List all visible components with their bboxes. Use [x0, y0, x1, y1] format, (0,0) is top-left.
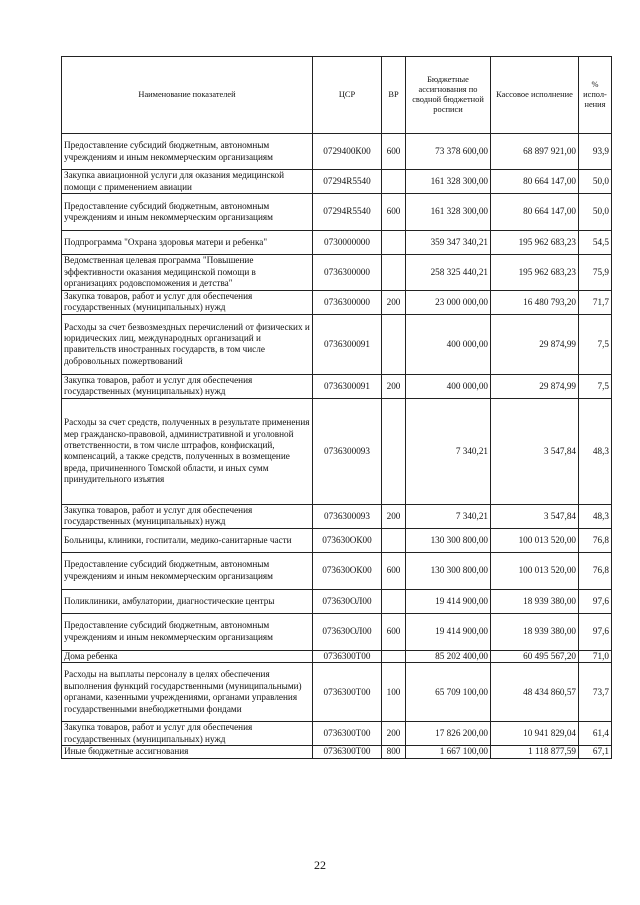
row-budget-cell: 85 202 400,00 — [406, 650, 491, 662]
row-name-cell: Поликлиники, амбулатории, диагностические центры — [62, 589, 313, 613]
row-pct-cell: 97,6 — [579, 589, 612, 613]
row-budget-cell: 23 000 000,00 — [406, 291, 491, 315]
table-row — [62, 170, 612, 194]
row-name-cell: Предоставление субсидий бюджетным, автономным учреждениям и иным некоммерческим организациям — [62, 613, 313, 650]
row-csr-cell: 073630ОЛ00 — [313, 613, 382, 650]
table-row — [62, 552, 612, 589]
row-vr-cell: 200 — [382, 291, 406, 315]
row-csr-cell: 07294R5540 — [313, 194, 382, 231]
row-vr-cell: 600 — [382, 552, 406, 589]
header-cash: Кассовое исполнение — [491, 57, 579, 134]
row-vr-cell: 600 — [382, 194, 406, 231]
row-cash-cell: 195 962 683,23 — [491, 255, 579, 291]
row-cash-cell: 29 874,99 — [491, 314, 579, 374]
row-pct-cell: 61,4 — [579, 722, 612, 746]
row-budget-cell: 1 667 100,00 — [406, 746, 491, 758]
row-name-cell: Расходы на выплаты персоналу в целях обеспечения выполнения функций государственными (муниципальными) органами, казенными учреждениями, органами управления государственными внебюджетными фондами — [62, 663, 313, 722]
row-vr-cell — [382, 398, 406, 504]
table-row — [62, 613, 612, 650]
header-vr: ВР — [382, 57, 406, 134]
row-cash-cell: 18 939 380,00 — [491, 589, 579, 613]
row-pct-cell: 54,5 — [579, 231, 612, 255]
row-name-cell: Расходы за счет безвозмездных перечислений от физических и юридических лиц, международных организаций и правительств иностранных государств, в том числе добровольных пожертвований — [62, 314, 313, 374]
row-budget-cell: 161 328 300,00 — [406, 170, 491, 194]
row-vr-cell: 600 — [382, 134, 406, 170]
row-name-cell: Ведомственная целевая программа "Повышение эффективности оказания медицинской помощи в организациях родовспоможения и детства" — [62, 255, 313, 291]
header-budget: Бюджетные ассигнования по сводной бюджетной росписи — [406, 57, 491, 134]
row-csr-cell: 07294R5540 — [313, 170, 382, 194]
row-name-cell: Предоставление субсидий бюджетным, автономным учреждениям и иным некоммерческим организациям — [62, 552, 313, 589]
row-vr-cell: 100 — [382, 663, 406, 722]
row-vr-cell — [382, 231, 406, 255]
row-cash-cell: 60 495 567,20 — [491, 650, 579, 662]
row-budget-cell: 19 414 900,00 — [406, 589, 491, 613]
row-cash-cell: 16 480 793,20 — [491, 291, 579, 315]
row-csr-cell: 073630ОЛ00 — [313, 589, 382, 613]
row-vr-cell — [382, 589, 406, 613]
row-pct-cell: 97,6 — [579, 613, 612, 650]
row-budget-cell: 7 340,21 — [406, 398, 491, 504]
row-csr-cell: 073630ОК00 — [313, 528, 382, 552]
page-number: 22 — [314, 858, 326, 872]
row-budget-cell: 161 328 300,00 — [406, 194, 491, 231]
row-pct-cell: 7,5 — [579, 314, 612, 374]
row-vr-cell: 200 — [382, 374, 406, 398]
row-budget-cell: 7 340,21 — [406, 504, 491, 528]
table-row — [62, 194, 612, 231]
row-vr-cell — [382, 255, 406, 291]
row-budget-cell: 19 414 900,00 — [406, 613, 491, 650]
row-name-cell: Закупка товаров, работ и услуг для обеспечения государственных (муниципальных) нужд — [62, 291, 313, 315]
row-csr-cell: 0730000000 — [313, 231, 382, 255]
row-csr-cell: 0736300091 — [313, 314, 382, 374]
row-pct-cell: 71,7 — [579, 291, 612, 315]
row-name-cell: Больницы, клиники, госпитали, медико-санитарные части — [62, 528, 313, 552]
row-budget-cell: 258 325 440,21 — [406, 255, 491, 291]
row-cash-cell: 80 664 147,00 — [491, 170, 579, 194]
row-cash-cell: 100 013 520,00 — [491, 528, 579, 552]
header-pct: % испол- нения — [579, 57, 612, 134]
row-name-cell: Иные бюджетные ассигнования — [62, 746, 313, 758]
row-cash-cell: 29 874,99 — [491, 374, 579, 398]
table-header-row — [62, 57, 612, 134]
row-csr-cell: 0736300093 — [313, 504, 382, 528]
row-pct-cell: 48,3 — [579, 504, 612, 528]
row-cash-cell: 48 434 860,57 — [491, 663, 579, 722]
row-name-cell: Закупка товаров, работ и услуг для обеспечения государственных (муниципальных) нужд — [62, 504, 313, 528]
table-row — [62, 650, 612, 662]
row-cash-cell: 3 547,84 — [491, 504, 579, 528]
row-vr-cell — [382, 650, 406, 662]
table-row — [62, 663, 612, 722]
row-cash-cell: 10 941 829,04 — [491, 722, 579, 746]
table-row — [62, 231, 612, 255]
table-row — [62, 504, 612, 528]
header-name: Наименование показателей — [62, 57, 313, 134]
row-pct-cell: 71,0 — [579, 650, 612, 662]
table-row — [62, 314, 612, 374]
table-row — [62, 374, 612, 398]
header-csr: ЦСР — [313, 57, 382, 134]
row-name-cell: Предоставление субсидий бюджетным, автономным учреждениям и иным некоммерческим организациям — [62, 134, 313, 170]
row-csr-cell: 0729400К00 — [313, 134, 382, 170]
row-cash-cell: 68 897 921,00 — [491, 134, 579, 170]
row-budget-cell: 400 000,00 — [406, 314, 491, 374]
row-vr-cell — [382, 528, 406, 552]
row-csr-cell: 0736300Т00 — [313, 722, 382, 746]
table-row — [62, 255, 612, 291]
row-budget-cell: 130 300 800,00 — [406, 528, 491, 552]
row-csr-cell: 0736300Т00 — [313, 746, 382, 758]
row-budget-cell: 17 826 200,00 — [406, 722, 491, 746]
row-name-cell: Закупка авиационной услуги для оказания медицинской помощи с применением авиации — [62, 170, 313, 194]
row-csr-cell: 0736300093 — [313, 398, 382, 504]
row-budget-cell: 65 709 100,00 — [406, 663, 491, 722]
row-pct-cell: 73,7 — [579, 663, 612, 722]
row-pct-cell: 50,0 — [579, 194, 612, 231]
row-cash-cell: 3 547,84 — [491, 398, 579, 504]
row-vr-cell: 600 — [382, 613, 406, 650]
row-cash-cell: 195 962 683,23 — [491, 231, 579, 255]
row-pct-cell: 76,8 — [579, 528, 612, 552]
table-row — [62, 746, 612, 758]
table-row — [62, 589, 612, 613]
budget-execution-table — [61, 56, 612, 759]
row-budget-cell: 400 000,00 — [406, 374, 491, 398]
row-vr-cell: 200 — [382, 504, 406, 528]
row-name-cell: Закупка товаров, работ и услуг для обеспечения государственных (муниципальных) нужд — [62, 722, 313, 746]
row-pct-cell: 76,8 — [579, 552, 612, 589]
table-row — [62, 722, 612, 746]
row-csr-cell: 0736300Т00 — [313, 663, 382, 722]
row-vr-cell: 200 — [382, 722, 406, 746]
row-csr-cell: 0736300091 — [313, 374, 382, 398]
row-name-cell: Предоставление субсидий бюджетным, автономным учреждениям и иным некоммерческим организациям — [62, 194, 313, 231]
row-cash-cell: 100 013 520,00 — [491, 552, 579, 589]
row-name-cell: Дома ребенка — [62, 650, 313, 662]
row-cash-cell: 1 118 877,59 — [491, 746, 579, 758]
row-pct-cell: 7,5 — [579, 374, 612, 398]
row-budget-cell: 73 378 600,00 — [406, 134, 491, 170]
row-csr-cell: 073630ОК00 — [313, 552, 382, 589]
row-cash-cell: 18 939 380,00 — [491, 613, 579, 650]
table-row — [62, 134, 612, 170]
row-cash-cell: 80 664 147,00 — [491, 194, 579, 231]
row-name-cell: Расходы за счет средств, полученных в результате применения мер гражданско-правовой, административной и уголовной ответственности, в том числе штрафов, конфискаций, компенсаций, а также средств, полученных в возмещение вреда, причиненного Томской области, и иных сумм принудительного изъятия — [62, 398, 313, 504]
row-vr-cell — [382, 314, 406, 374]
table-row — [62, 528, 612, 552]
row-name-cell: Закупка товаров, работ и услуг для обеспечения государственных (муниципальных) нужд — [62, 374, 313, 398]
row-pct-cell: 48,3 — [579, 398, 612, 504]
row-pct-cell: 75,9 — [579, 255, 612, 291]
table-row — [62, 291, 612, 315]
row-name-cell: Подпрограмма "Охрана здоровья матери и ребенка" — [62, 231, 313, 255]
row-vr-cell: 800 — [382, 746, 406, 758]
row-csr-cell: 0736300000 — [313, 255, 382, 291]
row-budget-cell: 359 347 340,21 — [406, 231, 491, 255]
row-csr-cell: 0736300Т00 — [313, 650, 382, 662]
row-csr-cell: 0736300000 — [313, 291, 382, 315]
row-pct-cell: 50,0 — [579, 170, 612, 194]
row-budget-cell: 130 300 800,00 — [406, 552, 491, 589]
row-pct-cell: 93,9 — [579, 134, 612, 170]
table-row — [62, 398, 612, 504]
row-pct-cell: 67,1 — [579, 746, 612, 758]
row-vr-cell — [382, 170, 406, 194]
